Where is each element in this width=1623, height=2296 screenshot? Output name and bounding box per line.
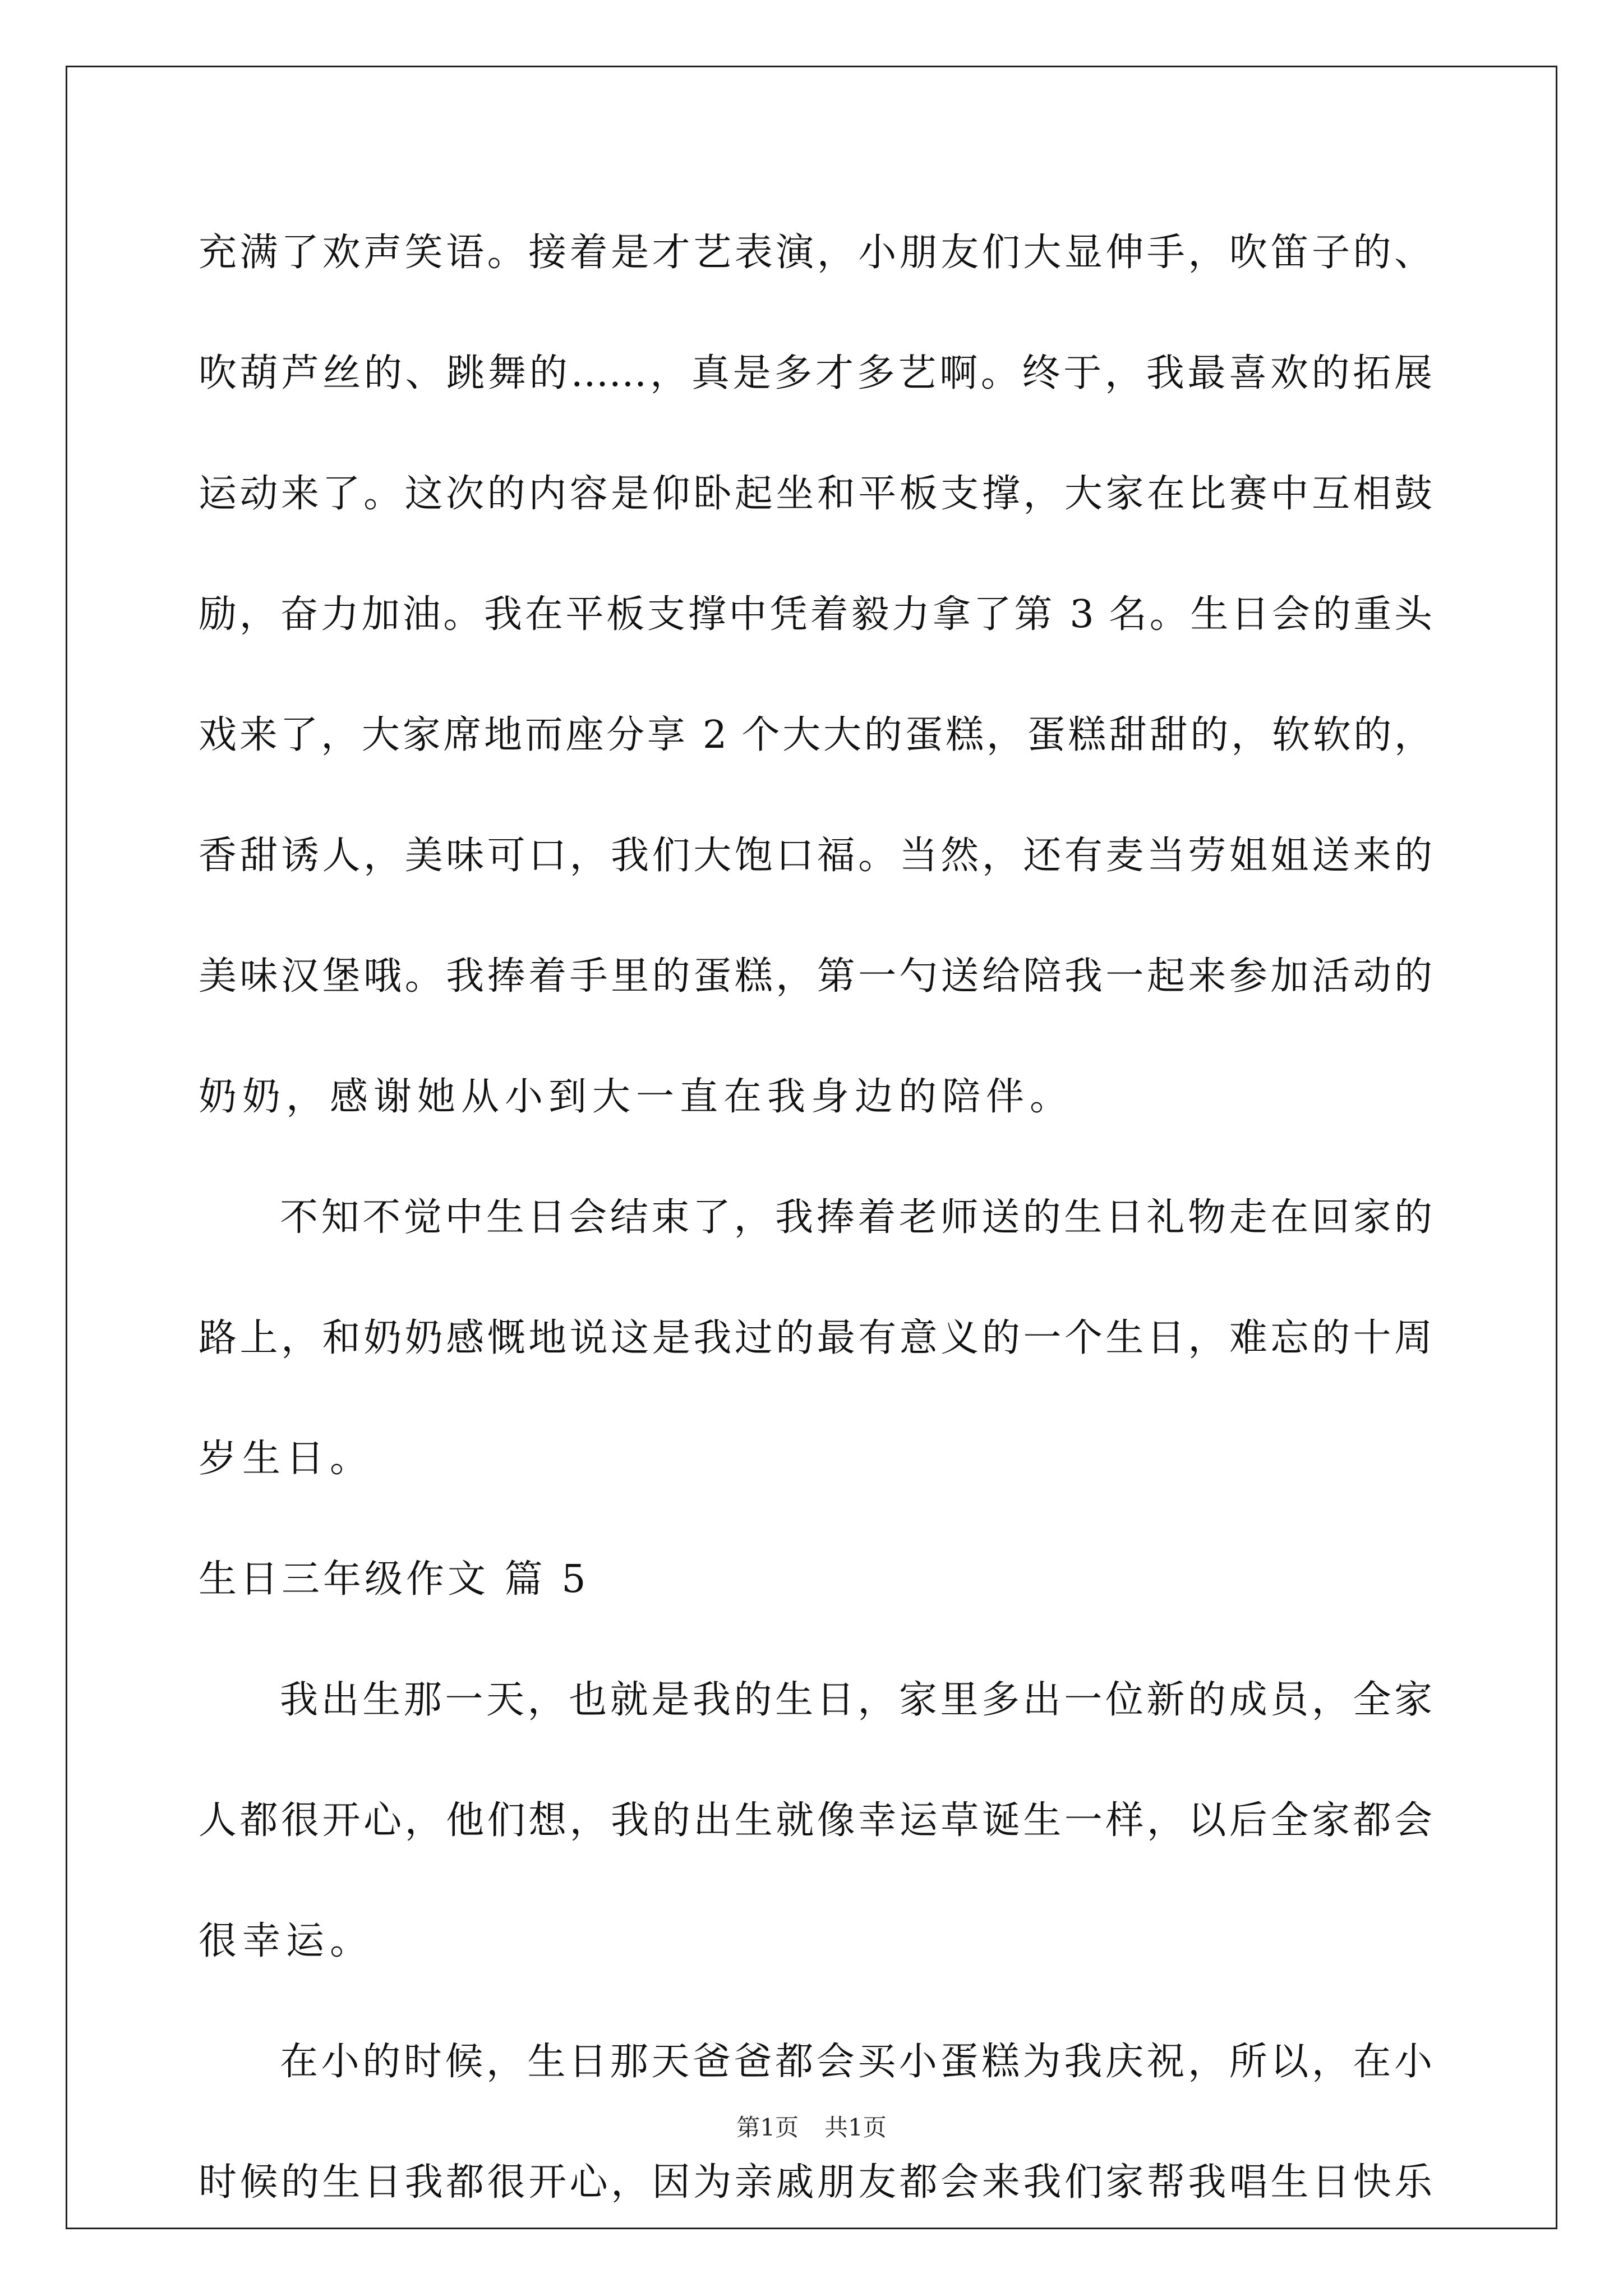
- text-line: 香甜诱人，美味可口，我们大饱口福。当然，还有麦当劳姐姐送来的: [199, 834, 1432, 878]
- text-line: 励，奋力加油。我在平板支撑中凭着毅力拿了第 3 名。生日会的重头: [199, 592, 1432, 637]
- paragraph-first-line: 不知不觉中生日会结束了，我捧着老师送的生日礼物走在回家的: [280, 1195, 1432, 1240]
- text-line: 美味汉堡哦。我捧着手里的蛋糕，第一勺送给陪我一起来参加活动的: [199, 954, 1432, 999]
- text-line: 时候的生日我都很开心，因为亲戚朋友都会来我们家帮我唱生日快乐: [199, 2160, 1432, 2205]
- page-total: 共1页: [824, 2114, 887, 2141]
- section-heading: 生日三年级作文 篇 5: [199, 1557, 589, 1602]
- page-number: 第1页: [736, 2114, 799, 2141]
- text-line: 人都很开心，他们想，我的出生就像幸运草诞生一样，以后全家都会: [199, 1798, 1432, 1843]
- page-footer: [0, 2109, 1623, 2143]
- text-line: 奶奶，感谢她从小到大一直在我身边的陪伴。: [199, 1075, 1074, 1119]
- text-line: 很幸运。: [199, 1919, 374, 1963]
- text-line: 岁生日。: [199, 1437, 374, 1481]
- text-line: 吹葫芦丝的、跳舞的……，真是多才多艺啊。终于，我最喜欢的拓展: [199, 351, 1432, 395]
- document-body: [199, 217, 1432, 2267]
- text-line: 运动来了。这次的内容是仰卧起坐和平板支撑，大家在比赛中互相鼓: [199, 472, 1432, 516]
- paragraph-first-line: 在小的时候，生日那天爸爸都会买小蛋糕为我庆祝，所以，在小: [280, 2040, 1432, 2084]
- text-line: 戏来了，大家席地而座分享 2 个大大的蛋糕，蛋糕甜甜的，软软的，: [199, 713, 1432, 757]
- paragraph-first-line: 我出生那一天，也就是我的生日，家里多出一位新的成员，全家: [280, 1678, 1432, 1722]
- text-line: 充满了欢声笑语。接着是才艺表演，小朋友们大显伸手，吹笛子的、: [199, 231, 1432, 275]
- text-line: 路上，和奶奶感慨地说这是我过的最有意义的一个生日，难忘的十周: [199, 1316, 1432, 1360]
